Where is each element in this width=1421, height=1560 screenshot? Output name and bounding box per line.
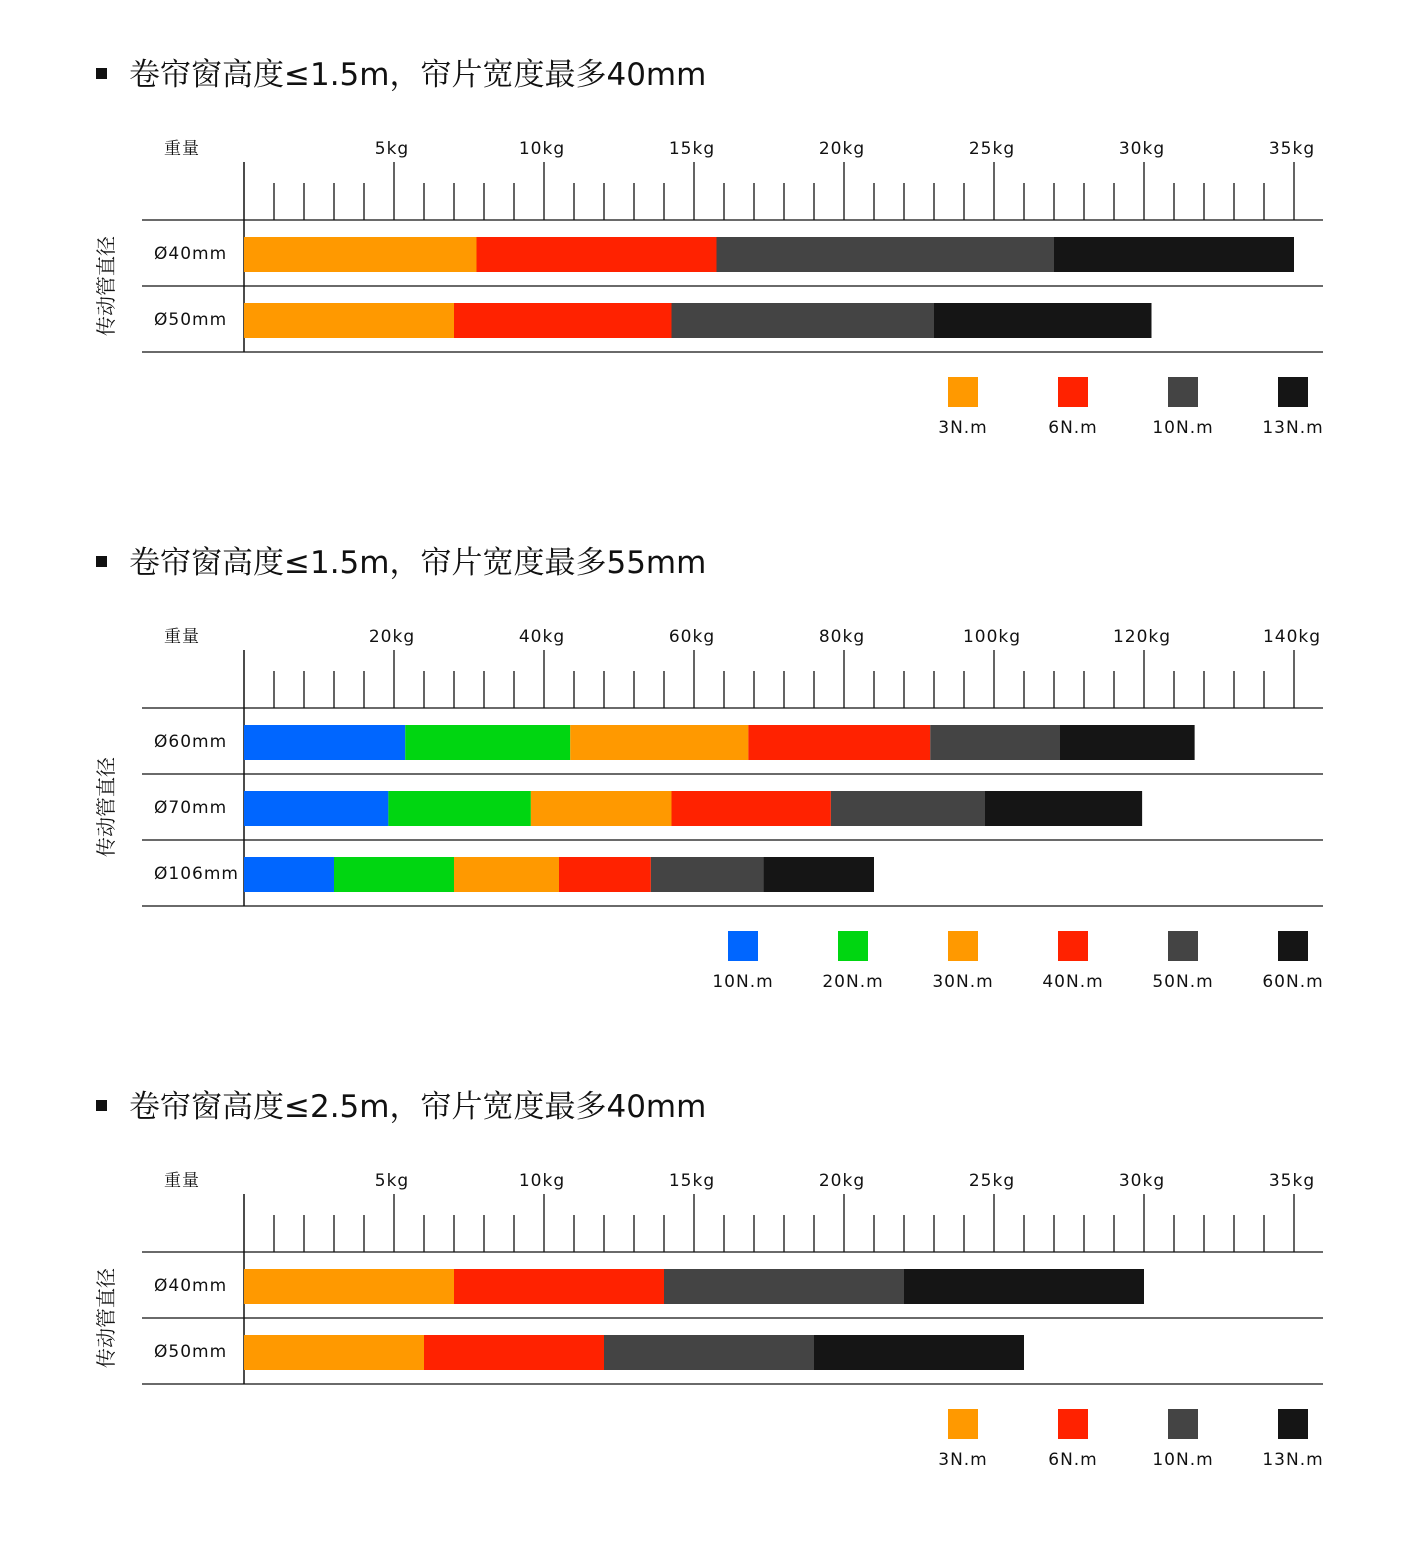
bar-segment bbox=[244, 791, 388, 826]
legend-label: 13N.m bbox=[1262, 418, 1324, 438]
legend-swatch bbox=[1168, 1409, 1198, 1439]
y-axis-label: 传动管直径 bbox=[94, 1268, 118, 1368]
legend-swatch bbox=[728, 931, 758, 961]
bar-segment bbox=[244, 1269, 454, 1304]
legend-swatch bbox=[1278, 931, 1308, 961]
bar-segment bbox=[454, 303, 672, 338]
tick-label: 5kg bbox=[374, 1171, 410, 1191]
chart-svg bbox=[0, 543, 1421, 1001]
bar-segment bbox=[1060, 725, 1195, 760]
bar-segment bbox=[424, 1335, 604, 1370]
chart-title-text: 卷帘窗高度≤1.5m，帘片宽度最多55mm bbox=[129, 545, 707, 581]
y-axis-label: 传动管直径 bbox=[94, 757, 118, 857]
tick-label: 100kg bbox=[962, 627, 1022, 647]
legend-swatch bbox=[1058, 377, 1088, 407]
tick-label: 80kg bbox=[818, 627, 866, 647]
legend-label: 30N.m bbox=[932, 972, 994, 992]
legend-label: 10N.m bbox=[1152, 418, 1214, 438]
bar-segment bbox=[985, 791, 1143, 826]
x-axis-label: 重量 bbox=[164, 1171, 200, 1191]
bar-segment bbox=[454, 1269, 664, 1304]
legend-label: 6N.m bbox=[1048, 418, 1098, 438]
bar-segment bbox=[454, 857, 559, 892]
tick-label: 20kg bbox=[818, 1171, 866, 1191]
bar-segment bbox=[559, 857, 651, 892]
tick-label: 20kg bbox=[818, 139, 866, 159]
legend-label: 10N.m bbox=[712, 972, 774, 992]
category-label: Ø40mm bbox=[154, 1276, 228, 1296]
tick-label: 120kg bbox=[1112, 627, 1172, 647]
bar-segment bbox=[531, 791, 672, 826]
tick-label: 25kg bbox=[968, 1171, 1016, 1191]
legend-swatch bbox=[1168, 377, 1198, 407]
bar-segment bbox=[405, 725, 570, 760]
bar-segment bbox=[651, 857, 764, 892]
y-axis-label: 传动管直径 bbox=[94, 236, 118, 336]
legend-swatch bbox=[948, 377, 978, 407]
bar-segment bbox=[904, 1269, 1144, 1304]
bar-segment bbox=[244, 1335, 424, 1370]
legend-label: 50N.m bbox=[1152, 972, 1214, 992]
chart-svg bbox=[0, 1087, 1421, 1479]
bar-segment bbox=[477, 237, 717, 272]
bar-segment bbox=[717, 237, 1055, 272]
bar-segment bbox=[244, 237, 477, 272]
tick-label: 20kg bbox=[368, 627, 416, 647]
tick-label: 5kg bbox=[374, 139, 410, 159]
legend-label: 20N.m bbox=[822, 972, 884, 992]
tick-label: 10kg bbox=[518, 139, 566, 159]
bar-segment bbox=[930, 725, 1059, 760]
category-label: Ø60mm bbox=[154, 732, 228, 752]
bar-segment bbox=[748, 725, 930, 760]
bar-segment bbox=[244, 725, 405, 760]
tick-label: 60kg bbox=[668, 627, 716, 647]
chart-title-text: 卷帘窗高度≤2.5m，帘片宽度最多40mm bbox=[129, 1089, 707, 1125]
bar-segment bbox=[244, 857, 334, 892]
tick-label: 30kg bbox=[1118, 1171, 1166, 1191]
legend-swatch bbox=[1058, 1409, 1088, 1439]
tick-label: 15kg bbox=[668, 1171, 716, 1191]
legend-label: 40N.m bbox=[1042, 972, 1104, 992]
bar-segment bbox=[570, 725, 748, 760]
bar-segment bbox=[244, 303, 454, 338]
legend-swatch bbox=[1278, 1409, 1308, 1439]
tick-label: 40kg bbox=[518, 627, 566, 647]
x-axis-label: 重量 bbox=[164, 627, 200, 647]
bar-segment bbox=[814, 1335, 1024, 1370]
bar-segment bbox=[934, 303, 1152, 338]
tick-label: 140kg bbox=[1262, 627, 1322, 647]
category-label: Ø40mm bbox=[154, 244, 228, 264]
bar-segment bbox=[334, 857, 454, 892]
bar-segment bbox=[831, 791, 985, 826]
legend-label: 60N.m bbox=[1262, 972, 1324, 992]
bar-segment bbox=[672, 791, 831, 826]
chart-title-text: 卷帘窗高度≤1.5m，帘片宽度最多40mm bbox=[129, 57, 707, 93]
legend-swatch bbox=[948, 1409, 978, 1439]
category-label: Ø70mm bbox=[154, 798, 228, 818]
bar-segment bbox=[763, 857, 874, 892]
bar-segment bbox=[664, 1269, 904, 1304]
category-label: Ø106mm bbox=[154, 864, 239, 884]
x-axis-label: 重量 bbox=[164, 139, 200, 159]
bar-segment bbox=[388, 791, 531, 826]
legend-label: 3N.m bbox=[938, 1450, 988, 1470]
bar-segment bbox=[1054, 237, 1294, 272]
legend-swatch bbox=[838, 931, 868, 961]
legend-swatch bbox=[1278, 377, 1308, 407]
category-label: Ø50mm bbox=[154, 310, 228, 330]
chart-svg bbox=[0, 55, 1421, 447]
bar-segment bbox=[604, 1335, 814, 1370]
tick-label: 30kg bbox=[1118, 139, 1166, 159]
tick-label: 35kg bbox=[1268, 139, 1316, 159]
bar-segment bbox=[672, 303, 935, 338]
legend-label: 3N.m bbox=[938, 418, 988, 438]
tick-label: 25kg bbox=[968, 139, 1016, 159]
category-label: Ø50mm bbox=[154, 1342, 228, 1362]
tick-label: 15kg bbox=[668, 139, 716, 159]
tick-label: 35kg bbox=[1268, 1171, 1316, 1191]
legend-label: 13N.m bbox=[1262, 1450, 1324, 1470]
legend-swatch bbox=[1058, 931, 1088, 961]
tick-label: 10kg bbox=[518, 1171, 566, 1191]
legend-swatch bbox=[1168, 931, 1198, 961]
legend-label: 6N.m bbox=[1048, 1450, 1098, 1470]
legend-swatch bbox=[948, 931, 978, 961]
legend-label: 10N.m bbox=[1152, 1450, 1214, 1470]
